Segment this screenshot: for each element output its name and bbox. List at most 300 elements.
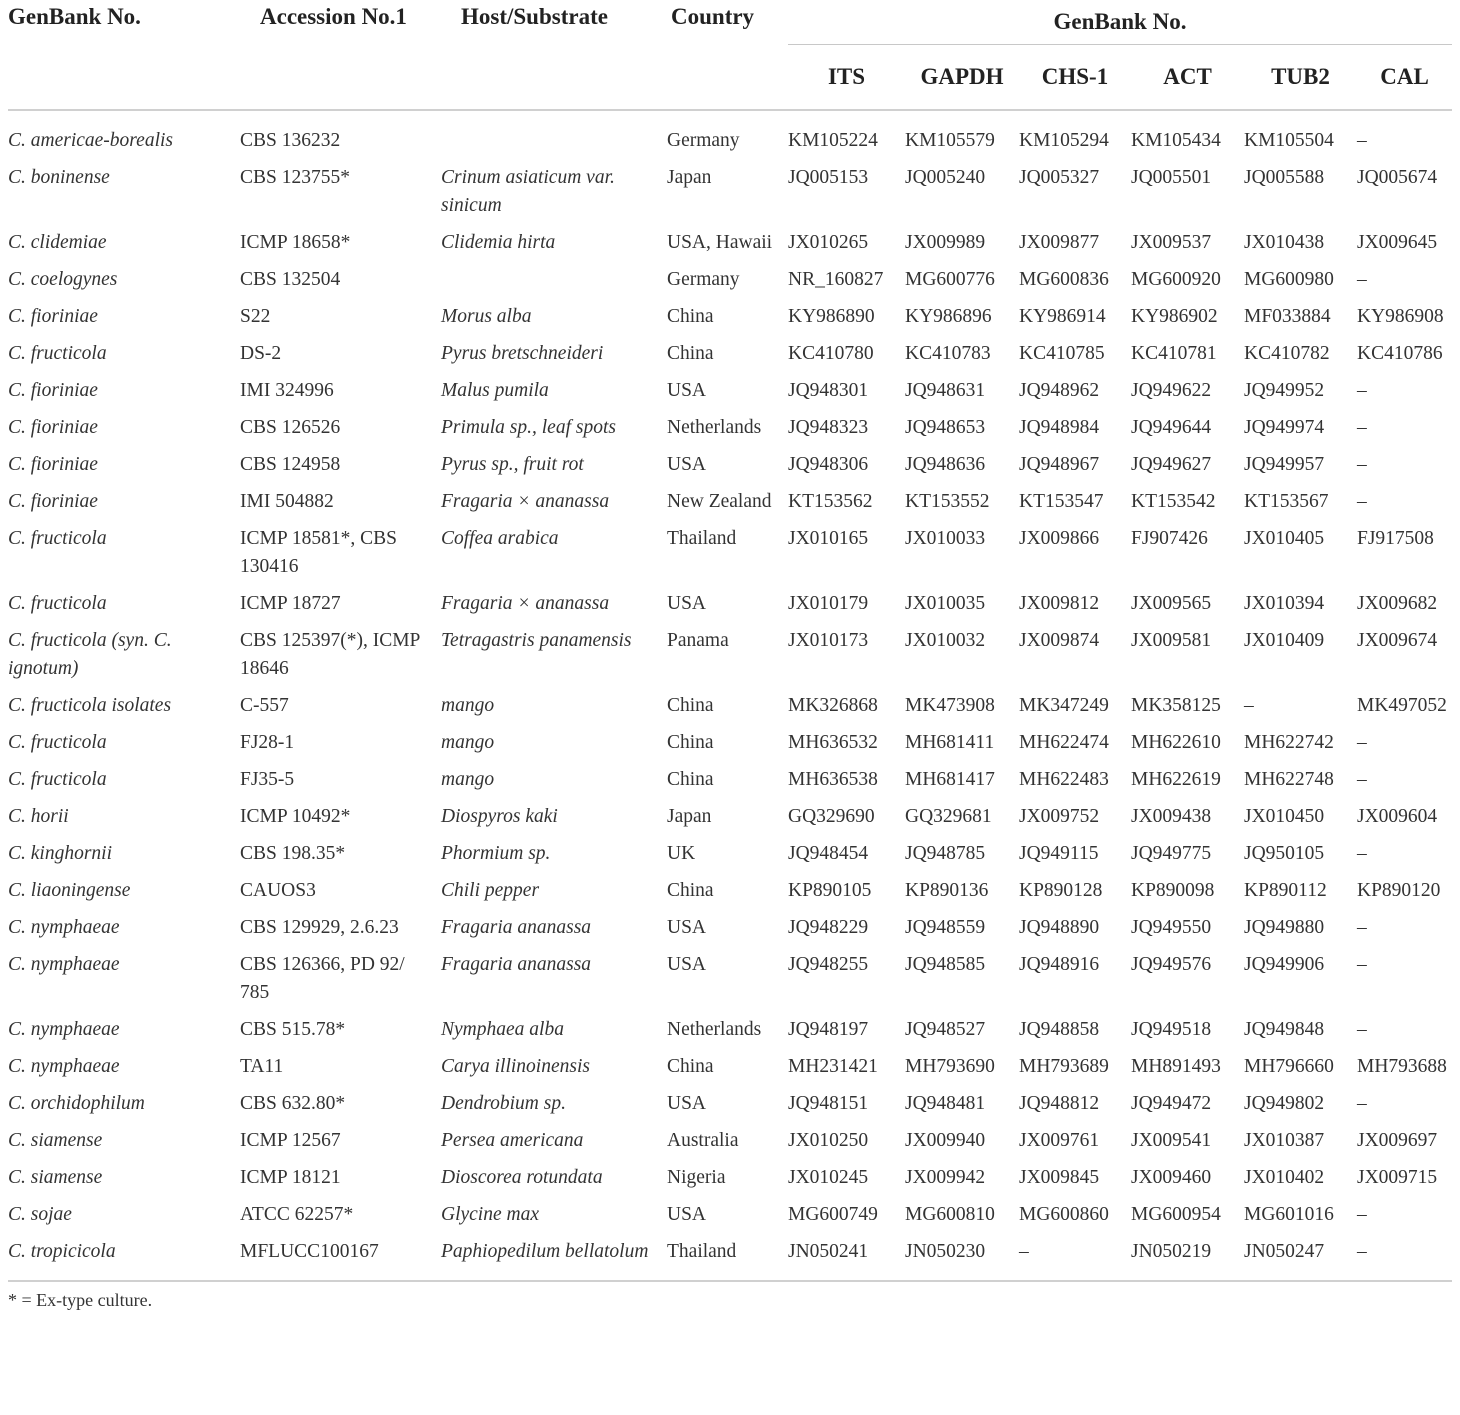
cell-country: China (667, 306, 714, 327)
cell-species: C. nymphaeae (8, 954, 120, 975)
cell-tub2: MF033884 (1244, 306, 1331, 327)
cell-gapdh: JX009940 (905, 1130, 986, 1151)
cell-its: MH231421 (788, 1056, 878, 1077)
cell-host: Phormium sp. (441, 843, 551, 864)
cell-its: JX010245 (788, 1167, 869, 1188)
cell-its: JQ948454 (788, 843, 869, 864)
cell-host: Dioscorea rotundata (441, 1167, 603, 1188)
cell-country: USA (667, 954, 707, 975)
cell-species: C. fioriniae (8, 417, 98, 438)
cell-its: KT153562 (788, 491, 873, 512)
cell-country: China (667, 880, 714, 901)
cell-act: JQ949518 (1131, 1019, 1212, 1040)
cell-act: MH622610 (1131, 732, 1221, 753)
cell-its: MG600749 (788, 1204, 878, 1225)
cell-tub2: JX010394 (1244, 593, 1325, 614)
cell-chs-1: JQ005327 (1019, 167, 1100, 188)
header-gene-tub2: TUB2 (1271, 64, 1330, 89)
table-header (8, 0, 1452, 111)
cell-gapdh: JX010035 (905, 593, 986, 614)
cell-accession: CBS 136232 (240, 130, 341, 151)
cell-country: Japan (667, 167, 712, 188)
cell-species: C. nymphaeae (8, 1056, 120, 1077)
cell-its: JQ948229 (788, 917, 869, 938)
cell-cal: – (1357, 380, 1367, 401)
table-row (8, 763, 1452, 800)
table-row (8, 337, 1452, 374)
cell-country: Thailand (667, 1241, 737, 1262)
cell-cal: – (1357, 917, 1367, 938)
cell-its: KY986890 (788, 306, 875, 327)
header-genbank-group: GenBank No. (788, 0, 1452, 45)
cell-host: Crinum asiaticum var. sinicum (441, 167, 615, 216)
cell-cal: – (1357, 1204, 1367, 1225)
cell-country: Australia (667, 1130, 739, 1151)
cell-gapdh: MG600776 (905, 269, 995, 290)
cell-chs-1: KP890128 (1019, 880, 1103, 901)
cell-its: MH636532 (788, 732, 878, 753)
cell-act: JX009581 (1131, 630, 1212, 651)
cell-chs-1: KY986914 (1019, 306, 1106, 327)
cell-cal: MH793688 (1357, 1056, 1447, 1077)
cell-gapdh: JQ948559 (905, 917, 986, 938)
cell-its: MH636538 (788, 769, 878, 790)
cell-host: Fragaria × ananassa (441, 593, 610, 614)
cell-accession: IMI 324996 (240, 380, 334, 401)
cell-accession: CBS 632.80* (240, 1093, 346, 1114)
cell-chs-1: MK347249 (1019, 695, 1109, 716)
cell-accession: S22 (240, 306, 271, 327)
table-row (8, 624, 1452, 689)
cell-act: JQ949627 (1131, 454, 1212, 475)
table-row (8, 300, 1452, 337)
cell-gapdh: JX009942 (905, 1167, 986, 1188)
table-row (8, 374, 1452, 411)
header-gene-its: ITS (827, 64, 866, 89)
cell-tub2: JQ949848 (1244, 1019, 1325, 1040)
cell-its: JQ005153 (788, 167, 869, 188)
cell-tub2: MH622748 (1244, 769, 1334, 790)
cell-tub2: JQ005588 (1244, 167, 1325, 188)
cell-act: JX009565 (1131, 593, 1212, 614)
cell-cal: JX009674 (1357, 630, 1438, 651)
cell-act: KM105434 (1131, 130, 1221, 151)
cell-its: KM105224 (788, 130, 878, 151)
cell-cal: – (1357, 954, 1367, 975)
cell-species: C. kinghornii (8, 843, 113, 864)
cell-gapdh: JQ948585 (905, 954, 986, 975)
cell-tub2: MH622742 (1244, 732, 1334, 753)
table-container (8, 0, 1452, 1311)
cell-accession: CBS 132504 (240, 269, 341, 290)
cell-accession: IMI 504882 (240, 491, 334, 512)
table-row (8, 522, 1452, 587)
cell-tub2: JN050247 (1244, 1241, 1325, 1262)
cell-gapdh: JQ948636 (905, 454, 986, 475)
cell-accession: ATCC 62257* (240, 1204, 354, 1225)
cell-species: C. horii (8, 806, 69, 827)
header-gene-gapdh: GAPDH (920, 64, 1004, 89)
cell-country: China (667, 1056, 714, 1077)
cell-gapdh: MG600810 (905, 1204, 995, 1225)
cell-its: JX010179 (788, 593, 869, 614)
cell-host: Chili pepper (441, 880, 540, 901)
cell-chs-1: JQ948916 (1019, 954, 1100, 975)
cell-host: Clidemia hirta (441, 232, 556, 253)
cell-act: JN050219 (1131, 1241, 1212, 1262)
cell-country: Netherlands (667, 1019, 762, 1040)
cell-host: Malus pumila (441, 380, 549, 401)
cell-gapdh: MH681417 (905, 769, 995, 790)
cell-country: Japan (667, 806, 712, 827)
cell-gapdh: MK473908 (905, 695, 995, 716)
cell-its: JQ948151 (788, 1093, 869, 1114)
cell-country: USA (667, 1093, 707, 1114)
cell-host: Dendrobium sp. (441, 1093, 566, 1114)
cell-cal: – (1357, 417, 1367, 438)
cell-species: C. siamense (8, 1130, 103, 1151)
cell-country: Germany (667, 269, 740, 290)
cell-act: JQ005501 (1131, 167, 1212, 188)
cell-host: Pyrus sp., fruit rot (441, 454, 584, 475)
cell-accession: CAUOS3 (240, 880, 316, 901)
table-row (8, 1161, 1452, 1198)
cell-chs-1: MG600836 (1019, 269, 1109, 290)
cell-gapdh: KT153552 (905, 491, 990, 512)
cell-host: Nymphaea alba (441, 1019, 564, 1040)
cell-country: Netherlands (667, 417, 762, 438)
cell-host: Fragaria ananassa (441, 954, 592, 975)
cell-accession: MFLUCC100167 (240, 1241, 379, 1262)
cell-accession: CBS 123755* (240, 167, 350, 188)
cell-tub2: JQ949974 (1244, 417, 1325, 438)
cell-chs-1: JX009874 (1019, 630, 1100, 651)
table-row (8, 161, 1452, 226)
cell-chs-1: JQ948962 (1019, 380, 1100, 401)
table-row (8, 726, 1452, 763)
cell-act: JQ949775 (1131, 843, 1212, 864)
cell-species: C. fructicola (8, 769, 107, 790)
table-row (8, 587, 1452, 624)
cell-cal: MK497052 (1357, 695, 1447, 716)
cell-act: MK358125 (1131, 695, 1221, 716)
cell-host: Coffea arabica (441, 528, 559, 549)
cell-accession: CBS 129929, 2.6.23 (240, 917, 399, 938)
cell-species: C. fructicola (8, 528, 107, 549)
cell-species: C. fructicola (8, 343, 107, 364)
cell-gapdh: JQ948785 (905, 843, 986, 864)
cell-species: C. fioriniae (8, 380, 98, 401)
cell-gapdh: JQ948631 (905, 380, 986, 401)
genbank-table (8, 0, 1452, 1280)
table-row (8, 226, 1452, 263)
cell-tub2: – (1244, 695, 1254, 716)
cell-tub2: JQ949906 (1244, 954, 1325, 975)
cell-accession: ICMP 18581*, CBS 130416 (240, 528, 397, 577)
cell-chs-1: JX009812 (1019, 593, 1100, 614)
cell-tub2: JQ949957 (1244, 454, 1325, 475)
cell-country: USA (667, 454, 707, 475)
cell-chs-1: JQ948812 (1019, 1093, 1100, 1114)
cell-chs-1: KT153547 (1019, 491, 1104, 512)
cell-species: C. fioriniae (8, 454, 98, 475)
cell-act: MH622619 (1131, 769, 1221, 790)
cell-host (441, 111, 667, 161)
cell-gapdh: JX010032 (905, 630, 986, 651)
cell-its: NR_160827 (788, 269, 884, 290)
cell-its: JX010265 (788, 232, 869, 253)
cell-chs-1: JQ948890 (1019, 917, 1100, 938)
cell-gapdh: KP890136 (905, 880, 989, 901)
cell-tub2: KM105504 (1244, 130, 1334, 151)
cell-species: C. nymphaeae (8, 1019, 120, 1040)
table-body (8, 111, 1452, 1280)
cell-species: C. clidemiae (8, 232, 107, 253)
cell-its: JN050241 (788, 1241, 869, 1262)
cell-tub2: MG600980 (1244, 269, 1334, 290)
cell-its: KC410780 (788, 343, 874, 364)
cell-chs-1: JX009761 (1019, 1130, 1100, 1151)
table-row (8, 448, 1452, 485)
cell-host: Paphiopedilum bellatolum (441, 1241, 649, 1262)
cell-gapdh: KY986896 (905, 306, 992, 327)
cell-accession: FJ28-1 (240, 732, 295, 753)
cell-country: UK (667, 843, 696, 864)
cell-accession: TA11 (240, 1056, 284, 1077)
cell-country: USA (667, 1204, 707, 1225)
cell-host: Pyrus bretschneideri (441, 343, 604, 364)
cell-tub2: JX010387 (1244, 1130, 1325, 1151)
cell-species: C. coelogynes (8, 269, 118, 290)
cell-country: USA (667, 593, 707, 614)
cell-host: Persea americana (441, 1130, 584, 1151)
cell-act: MG600954 (1131, 1204, 1221, 1225)
cell-cal: KC410786 (1357, 343, 1443, 364)
cell-chs-1: KM105294 (1019, 130, 1109, 151)
cell-gapdh: KM105579 (905, 130, 995, 151)
cell-accession: CBS 198.35* (240, 843, 346, 864)
cell-host: Glycine max (441, 1204, 539, 1225)
cell-tub2: KT153567 (1244, 491, 1329, 512)
cell-chs-1: JX009877 (1019, 232, 1100, 253)
cell-cal: JX009645 (1357, 232, 1438, 253)
cell-cal: – (1357, 843, 1367, 864)
table-row (8, 800, 1452, 837)
cell-act: JQ949622 (1131, 380, 1212, 401)
cell-species: C. fructicola (8, 732, 107, 753)
cell-cal: – (1357, 732, 1367, 753)
cell-gapdh: MH793690 (905, 1056, 995, 1077)
cell-species: C. fioriniae (8, 306, 98, 327)
cell-accession: CBS 124958 (240, 454, 341, 475)
cell-accession: ICMP 18121 (240, 1167, 341, 1188)
cell-host: Tetragastris panamensis (441, 630, 632, 651)
cell-its: JQ948255 (788, 954, 869, 975)
cell-country: New Zealand (667, 491, 772, 512)
table-row (8, 689, 1452, 726)
cell-tub2: JQ949802 (1244, 1093, 1325, 1114)
cell-accession: CBS 126366, PD 92/ 785 (240, 954, 405, 1003)
cell-accession: ICMP 10492* (240, 806, 351, 827)
table-footnote: * = Ex-type culture. (8, 1290, 153, 1310)
cell-its: JX010250 (788, 1130, 869, 1151)
cell-country: China (667, 769, 714, 790)
cell-tub2: KC410782 (1244, 343, 1330, 364)
table-row (8, 1198, 1452, 1235)
cell-act: JX009438 (1131, 806, 1212, 827)
cell-host: Fragaria ananassa (441, 917, 592, 938)
cell-species: C. sojae (8, 1204, 72, 1225)
cell-species: C. siamense (8, 1167, 103, 1188)
table-row (8, 111, 1452, 161)
cell-its: MK326868 (788, 695, 878, 716)
table-row (8, 1050, 1452, 1087)
cell-tub2: JX010409 (1244, 630, 1325, 651)
cell-act: JQ949472 (1131, 1093, 1212, 1114)
cell-host: Morus alba (441, 306, 532, 327)
cell-chs-1: MH622474 (1019, 732, 1109, 753)
cell-tub2: MG601016 (1244, 1204, 1334, 1225)
cell-species: C. nymphaeae (8, 917, 120, 938)
cell-gapdh: JQ948481 (905, 1093, 986, 1114)
cell-gapdh: JQ948653 (905, 417, 986, 438)
cell-its: JX010165 (788, 528, 869, 549)
cell-its: JX010173 (788, 630, 869, 651)
cell-country: China (667, 732, 714, 753)
cell-act: FJ907426 (1131, 528, 1208, 549)
cell-chs-1: MG600860 (1019, 1204, 1109, 1225)
cell-tub2: JX010402 (1244, 1167, 1325, 1188)
cell-country: Germany (667, 130, 740, 151)
cell-chs-1: JQ949115 (1019, 843, 1099, 864)
cell-cal: – (1357, 491, 1367, 512)
table-row (8, 1087, 1452, 1124)
cell-country: Panama (667, 630, 729, 651)
cell-cal: – (1357, 1019, 1367, 1040)
cell-chs-1: JX009752 (1019, 806, 1100, 827)
cell-accession: ICMP 12567 (240, 1130, 341, 1151)
table-row (8, 837, 1452, 874)
cell-its: JQ948301 (788, 380, 869, 401)
table-row (8, 1235, 1452, 1280)
cell-gapdh: JX010033 (905, 528, 986, 549)
cell-cal: JQ005674 (1357, 167, 1438, 188)
table-row (8, 911, 1452, 948)
table-row (8, 874, 1452, 911)
cell-act: JX009541 (1131, 1130, 1212, 1151)
cell-species: C. americae-borealis (8, 130, 173, 151)
cell-host: Primula sp., leaf spots (441, 417, 616, 438)
cell-species: C. tropicicola (8, 1241, 116, 1262)
cell-gapdh: KC410783 (905, 343, 991, 364)
cell-act: JQ949644 (1131, 417, 1212, 438)
header-gene-chs-1: CHS-1 (1041, 64, 1109, 89)
cell-species: C. fructicola (8, 593, 107, 614)
cell-accession: DS-2 (240, 343, 282, 364)
cell-act: MG600920 (1131, 269, 1221, 290)
cell-host: mango (441, 769, 495, 790)
cell-chs-1: JX009845 (1019, 1167, 1100, 1188)
cell-cal: JX009697 (1357, 1130, 1438, 1151)
cell-act: JX009460 (1131, 1167, 1212, 1188)
cell-act: JQ949576 (1131, 954, 1212, 975)
table-row (8, 263, 1452, 300)
cell-act: JQ949550 (1131, 917, 1212, 938)
cell-chs-1: KC410785 (1019, 343, 1105, 364)
cell-cal: – (1357, 1241, 1367, 1262)
cell-act: KY986902 (1131, 306, 1218, 327)
cell-country: Thailand (667, 528, 737, 549)
cell-chs-1: MH793689 (1019, 1056, 1109, 1077)
cell-chs-1: JQ948984 (1019, 417, 1100, 438)
cell-act: KC410781 (1131, 343, 1217, 364)
cell-cal: – (1357, 269, 1367, 290)
header-genbank-no: GenBank No. (8, 4, 141, 29)
cell-accession: ICMP 18658* (240, 232, 351, 253)
cell-act: MH891493 (1131, 1056, 1221, 1077)
cell-host: mango (441, 732, 495, 753)
cell-cal: – (1357, 769, 1367, 790)
cell-tub2: JX010450 (1244, 806, 1325, 827)
cell-cal: – (1357, 130, 1367, 151)
cell-cal: KP890120 (1357, 880, 1441, 901)
cell-country: USA (667, 917, 707, 938)
cell-country: USA (667, 380, 707, 401)
cell-tub2: JQ950105 (1244, 843, 1325, 864)
cell-gapdh: JQ948527 (905, 1019, 986, 1040)
cell-cal: – (1357, 454, 1367, 475)
cell-act: KP890098 (1131, 880, 1215, 901)
cell-host: Fragaria × ananassa (441, 491, 610, 512)
table-row (8, 411, 1452, 448)
cell-cal: KY986908 (1357, 306, 1444, 327)
cell-act: JX009537 (1131, 232, 1212, 253)
cell-cal: JX009604 (1357, 806, 1438, 827)
cell-country: China (667, 343, 714, 364)
cell-accession: C-557 (240, 695, 289, 716)
cell-species: C. orchidophilum (8, 1093, 145, 1114)
cell-tub2: KP890112 (1244, 880, 1327, 901)
header-gene-act: ACT (1163, 64, 1212, 89)
cell-gapdh: GQ329681 (905, 806, 992, 827)
header-accession: Accession No.1 (260, 4, 407, 29)
cell-gapdh: JX009989 (905, 232, 986, 253)
cell-act: KT153542 (1131, 491, 1216, 512)
cell-accession: CBS 125397(*), ICMP 18646 (240, 630, 420, 679)
cell-its: JQ948306 (788, 454, 869, 475)
cell-accession: FJ35-5 (240, 769, 295, 790)
cell-tub2: JX010405 (1244, 528, 1325, 549)
cell-tub2: JX010438 (1244, 232, 1325, 253)
cell-chs-1: JX009866 (1019, 528, 1100, 549)
cell-accession: CBS 126526 (240, 417, 341, 438)
cell-country: China (667, 695, 714, 716)
cell-chs-1: – (1019, 1241, 1029, 1262)
cell-host (441, 263, 667, 300)
header-country: Country (671, 4, 755, 29)
table-row (8, 1124, 1452, 1161)
cell-species: C. fructicola (syn. C. ignotum) (8, 630, 172, 679)
cell-cal: JX009715 (1357, 1167, 1438, 1188)
cell-host: mango (441, 695, 495, 716)
cell-host: Carya illinoinensis (441, 1056, 590, 1077)
header-host: Host/Substrate (461, 4, 608, 29)
cell-country: Nigeria (667, 1167, 726, 1188)
cell-species: C. boninense (8, 167, 110, 188)
header-gene-cal: CAL (1380, 64, 1429, 89)
cell-its: KP890105 (788, 880, 872, 901)
cell-chs-1: JQ948858 (1019, 1019, 1100, 1040)
